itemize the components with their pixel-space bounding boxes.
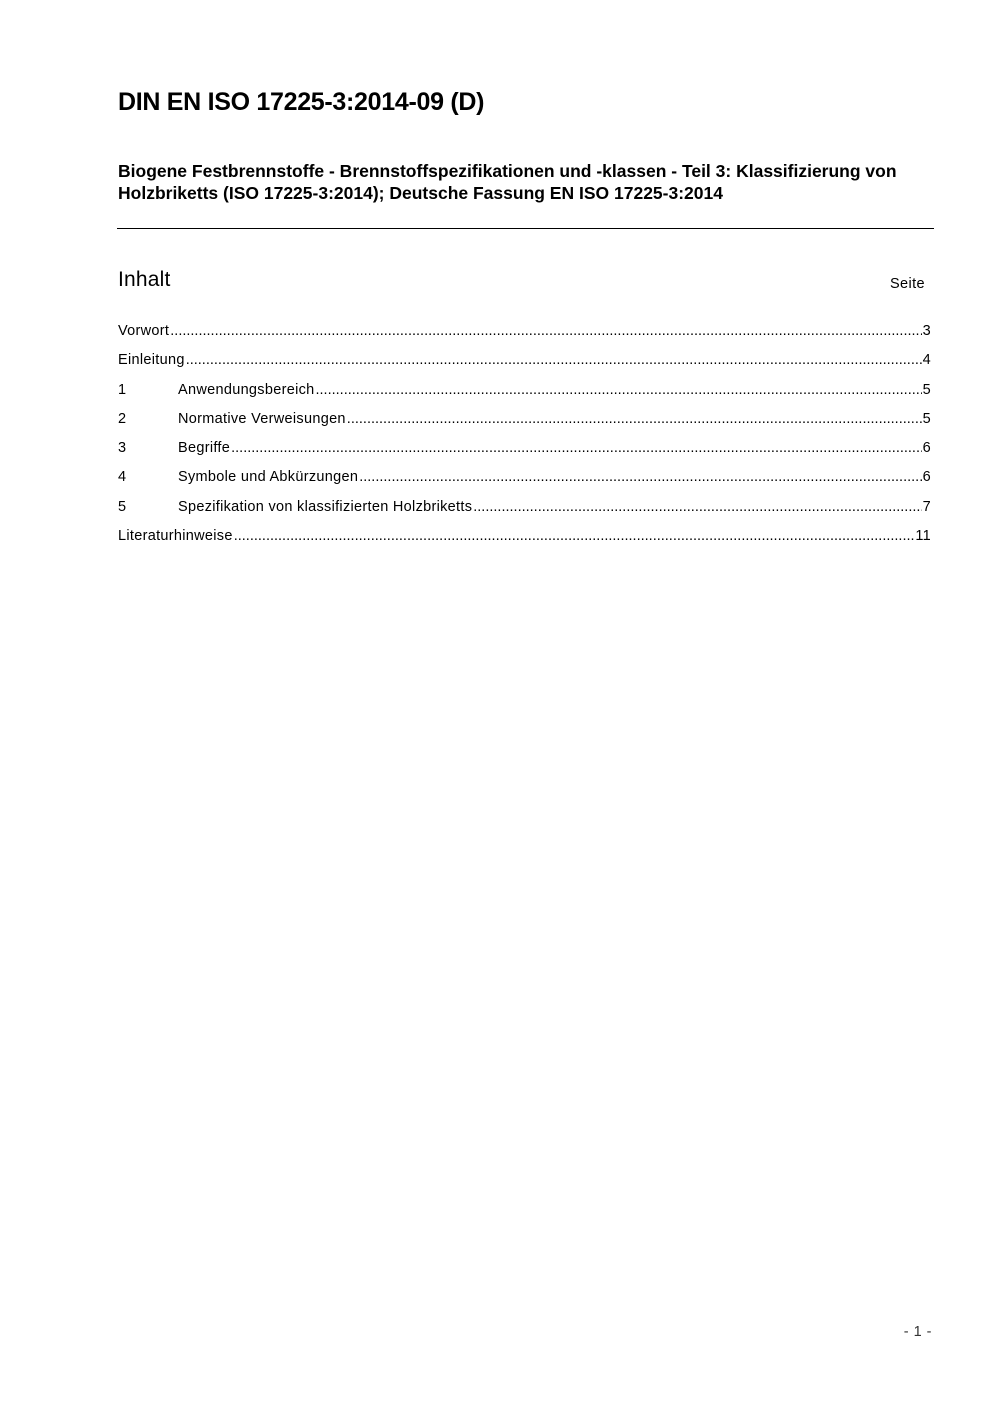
toc-entry-einleitung[interactable]	[118, 352, 931, 381]
table-of-contents	[118, 323, 931, 557]
toc-entry-page: 6	[922, 469, 931, 486]
toc-leader-dots	[231, 440, 922, 456]
toc-entry-label: Normative Verweisungen	[178, 410, 346, 427]
toc-entry-page: 5	[922, 410, 931, 427]
toc-entry-number: 1	[118, 381, 127, 398]
toc-entry-vorwort[interactable]	[118, 323, 931, 352]
toc-entry-literaturhinweise[interactable]	[118, 528, 931, 557]
toc-entry-page: 5	[922, 381, 931, 398]
toc-page-column-label: Seite	[889, 276, 925, 292]
toc-entry-label: Begriffe	[178, 440, 231, 457]
toc-entry-page: 3	[922, 323, 931, 339]
document-title: DIN EN ISO 17225-3:2014-09 (D)	[118, 88, 485, 116]
toc-entry-number: 5	[118, 498, 127, 515]
page-number: - 1 -	[903, 1324, 932, 1340]
toc-entry-spezifikation[interactable]	[118, 499, 931, 528]
toc-entry-label: Anwendungsbereich	[178, 381, 315, 398]
toc-entry-label: Vorwort	[118, 323, 170, 339]
toc-leader-dots	[234, 528, 915, 544]
toc-entry-label: Spezifikation von klassifizierten Holzbriketts	[178, 498, 473, 515]
toc-entry-page: 6	[922, 440, 931, 457]
document-subtitle: Biogene Festbrennstoffe - Brennstoffspezifikationen und -klassen - Teil 3: Klassifizierung von Holzbriketts (ISO 17225-3:2014); Deutsche Fassung EN ISO 17225-3:2014	[118, 161, 897, 203]
toc-leader-dots	[473, 499, 921, 515]
toc-entry-number: 2	[118, 410, 127, 427]
title-divider	[117, 228, 934, 229]
toc-leader-dots	[359, 469, 921, 485]
toc-leader-dots	[186, 352, 922, 368]
toc-leader-dots	[170, 323, 921, 339]
toc-entry-page: 4	[922, 352, 931, 369]
toc-leader-dots	[347, 411, 922, 427]
toc-entry-begriffe[interactable]	[118, 440, 931, 469]
toc-leader-dots	[316, 382, 922, 398]
toc-entry-number: 4	[118, 469, 127, 486]
toc-heading: Inhalt	[118, 268, 171, 291]
toc-entry-page: 11	[915, 528, 931, 545]
toc-entry-normative-verweisungen[interactable]	[118, 411, 931, 440]
toc-entry-number: 3	[118, 440, 127, 457]
toc-entry-anwendungsbereich[interactable]	[118, 382, 931, 411]
toc-entry-symbole-und-abkuerzungen[interactable]	[118, 469, 931, 498]
toc-entry-label: Symbole und Abkürzungen	[178, 469, 359, 486]
toc-entry-page: 7	[922, 498, 931, 515]
toc-entry-label: Literaturhinweise	[118, 528, 233, 545]
toc-entry-label: Einleitung	[118, 352, 185, 369]
